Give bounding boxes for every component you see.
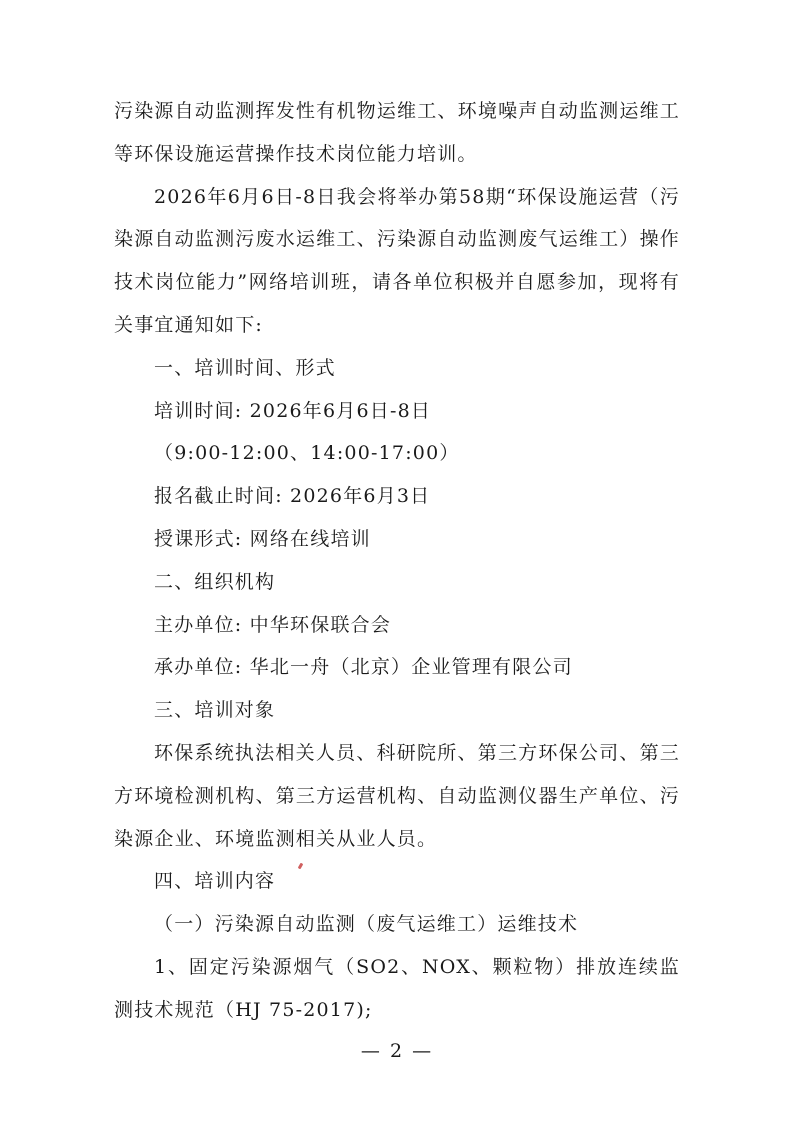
document-body [114, 90, 680, 1032]
training-audience: 环保系统执法相关人员、科研院所、第三方环保公司、第三方环境检测机构、第三方运营机构、自动监测仪器生产单位、污染源企业、环境监测相关从业人员。 [114, 741, 680, 850]
page-number: — 2 — [360, 1040, 434, 1062]
subheading-exhaust-gas-operations: （一）污染源自动监测（废气运维工）运维技术 [154, 913, 579, 936]
registration-deadline: 报名截止时间: 2026年6月3日 [154, 485, 431, 508]
teaching-form: 授课形式: 网络在线培训 [154, 527, 371, 550]
heading-organization: 二、组织机构 [154, 570, 276, 593]
heading-training-time-form: 一、培训时间、形式 [154, 356, 336, 379]
heading-training-content: 四、培训内容 [154, 870, 276, 893]
paragraph-notice-intro: 2026年6月6日-8日我会将举办第58期“环保设施运营（污染源自动监测污废水运维工、污染源自动监测废气运维工）操作技术岗位能力”网络培训班，请各单位积极并自愿参加，现将有关事宜通知如下: [114, 185, 680, 336]
organizer-company: 承办单位: 华北一舟（北京）企业管理有限公司 [154, 656, 573, 679]
heading-training-audience: 三、培训对象 [154, 699, 276, 722]
training-time: 培训时间: 2026年6月6日-8日 [154, 399, 432, 422]
host-organization: 主办单位: 中华环保联合会 [154, 613, 392, 636]
training-hours: （9:00-12:00、14:00-17:00） [154, 442, 460, 465]
content-item-1: 1、固定污染源烟气（SO2、NOX、颗粒物）排放连续监测技术规范（HJ 75-2017); [114, 955, 680, 1021]
paragraph-training-scope-continued: 污染源自动监测挥发性有机物运维工、环境噪声自动监测运维工等环保设施运营操作技术岗位能力培训。 [114, 100, 680, 165]
